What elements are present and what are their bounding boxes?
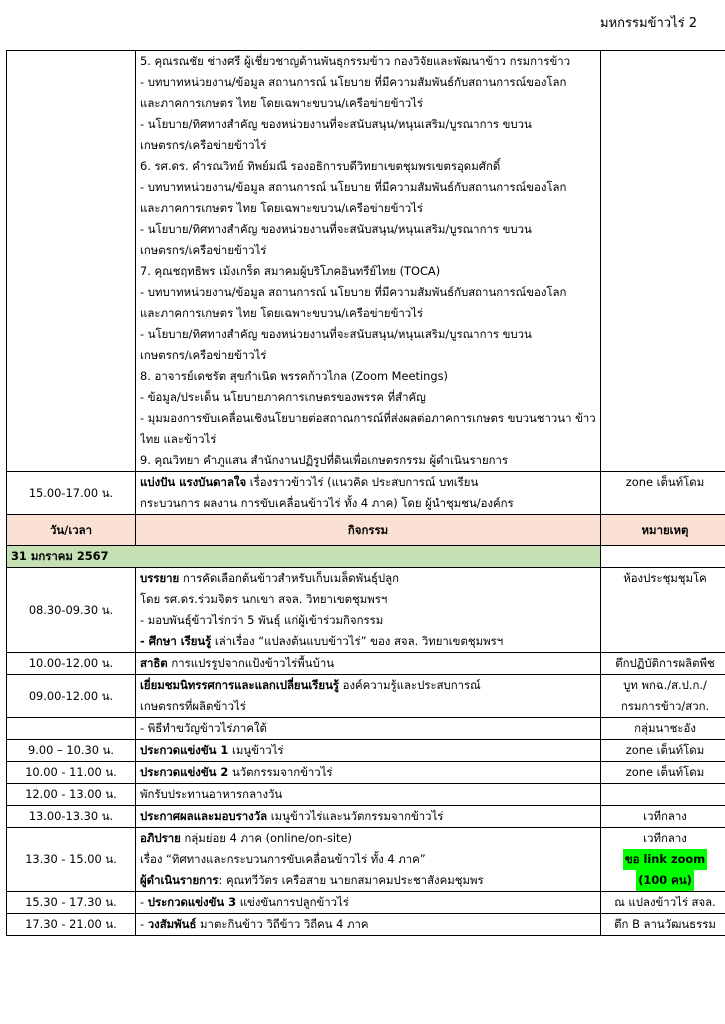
speaker-line: ไทย และข้าวไร่ (140, 432, 217, 446)
activity-cell (136, 472, 601, 515)
note-text: เวทีกลาง (643, 831, 687, 845)
note-cell (601, 51, 725, 472)
time-cell: 10.00-12.00 น. (7, 653, 136, 675)
activity-text: เรื่องราวข้าวไร่ (แนวคิด ประสบการณ์ บทเรียน (249, 475, 479, 489)
note-cell: zone เต็นท์โดม (601, 740, 725, 762)
speaker-line: - บทบาทหน่วยงาน/ข้อมูล สถานการณ์ นโยบาย ที่มีความสัมพันธ์กับสถานการณ์ของโลก (140, 180, 567, 194)
speaker-line: - บทบาทหน่วยงาน/ข้อมูล สถานการณ์ นโยบาย ที่มีความสัมพันธ์กับสถานการณ์ของโลก (140, 75, 567, 89)
table-row (7, 718, 725, 740)
column-header: หมายเหตุ (601, 515, 725, 546)
date-cell: 31 มกราคม 2567 (7, 546, 601, 568)
speaker-line: - มุมมองการขับเคลื่อนเชิงนโยบายต่อสถาณการณ์ที่ส่งผลต่อภาคการเกษตร ขบวนชาวนา ข้าว (140, 411, 596, 425)
time-cell: 08.30-09.30 น. (7, 568, 136, 653)
schedule-table (6, 50, 725, 936)
activity-text: : คุณทวีวัตร เครือสาย นายกสมาคมประชาสังคมชุมพร (218, 873, 484, 887)
time-cell: 15.30 - 17.30 น. (7, 892, 136, 914)
activity-text: โดย รศ.ดร.ร่วมจิตร นกเขา สจล. วิทยาเขตชุมพรฯ (140, 592, 388, 606)
activity-cell (136, 828, 601, 892)
note-cell (601, 675, 725, 718)
speaker-line: 6. รศ.ดร. คำรณวิทย์ ทิพย์มณี รองอธิการบดีวิทยาเขตชุมพรเขตรอุดมศักดิ์ (140, 159, 501, 173)
table-row (7, 740, 725, 762)
time-cell: 17.30 - 21.00 น. (7, 914, 136, 936)
activity-title: สาธิต (140, 656, 168, 670)
table-row (7, 472, 725, 515)
activity-text: การแปรรูปจากแป้งข้าวไร่พื้นบ้าน (171, 656, 335, 670)
time-cell: 13.00-13.30 น. (7, 806, 136, 828)
speaker-line: 9. คุณวิทยา คำภูแสน สำนักงานปฏิรูปที่ดินเพื่อเกษตรกรรม ผู้ดำเนินรายการ (140, 453, 509, 467)
activity-text: แข่งขันการปลูกข้าวไร่ (239, 895, 349, 909)
activity-cell: พักรับประทานอาหารกลางวัน (136, 784, 601, 806)
table-row (7, 51, 725, 472)
activity-cell (136, 762, 601, 784)
speaker-line: และภาคการเกษตร ไทย โดยเฉพาะขบวน/เครือข่ายข้าวไร่ (140, 96, 423, 110)
note-cell: ห้องประชุมชุมโค (601, 568, 725, 653)
time-cell (7, 51, 136, 472)
activity-text: เรื่อง “ทิศทางและกระบวนการขับเคลื่อนข้าวไร่ ทั้ง 4 ภาค” (140, 852, 426, 866)
note-text: บูท พกฉ./ส.ป.ก./ (623, 678, 707, 692)
note-cell (601, 828, 725, 892)
activity-text: กระบวนการ ผลงาน การขับเคลื่อนข้าวไร่ ทั้ง 4 ภาค) โดย ผู้นำชุมชน/องค์กร (140, 496, 514, 510)
bullet-prefix: - (140, 895, 145, 909)
speaker-line: - ข้อมูล/ประเด็น นโยบายภาคการเกษตรของพรรค ที่สำคัญ (140, 390, 426, 404)
page-header: มหกรรมข้าวไร่ 2 (600, 16, 697, 31)
table-row (7, 568, 725, 653)
note-cell (601, 784, 725, 806)
speaker-line: - นโยบาย/ทิศทางสำคัญ ของหน่วยงานที่จะสนับสนุน/หนุนเสริม/บูรณาการ ขบวน (140, 222, 532, 236)
note-cell: ตึก B ลานวัฒนธรรม (601, 914, 725, 936)
activity-text: องค์ความรู้และประสบการณ์ (342, 678, 481, 692)
time-cell: 10.00 - 11.00 น. (7, 762, 136, 784)
activity-text: เมนูข้าวไร่ (231, 743, 284, 757)
activity-title: วงสัมพันธ์ (147, 917, 197, 931)
note-cell (601, 546, 725, 568)
speaker-line: - บทบาทหน่วยงาน/ข้อมูล สถานการณ์ นโยบาย ที่มีความสัมพันธ์กับสถานการณ์ของโลก (140, 285, 567, 299)
time-cell: 13.30 - 15.00 น. (7, 828, 136, 892)
note-cell: ณ แปลงข้าวไร่ สจล. (601, 892, 725, 914)
activity-text: มาตะกินข้าว วิถีข้าว วิถีคน 4 ภาค (200, 917, 369, 931)
note-cell: zone เต็นท์โดม (601, 472, 725, 515)
time-cell: 9.00 – 10.30 น. (7, 740, 136, 762)
moderator-label: ผู้ดำเนินรายการ (140, 873, 219, 887)
speaker-line: เกษตรกร/เครือข่ายข้าวไร่ (140, 243, 267, 257)
table-row (7, 762, 725, 784)
activity-text: - มอบพันธุ์ข้าวไร่กว่า 5 พันธุ์ แก่ผู้เข้าร่วมกิจกรรม (140, 613, 384, 627)
activity-text: เกษตรกรที่ผลิตข้าวไร่ (140, 699, 246, 713)
time-cell: 15.00-17.00 น. (7, 472, 136, 515)
column-header: กิจกรรม (136, 515, 601, 546)
table-row (7, 892, 725, 914)
activity-text: เล่าเรื่อง “แปลงต้นแบบข้าวไร่” ของ สจล. วิทยาเขตชุมพรฯ (214, 634, 504, 648)
activity-cell (136, 675, 601, 718)
table-row (7, 806, 725, 828)
activity-cell (136, 568, 601, 653)
zoom-link-highlight: ขอ link zoom (623, 849, 707, 870)
table-row (7, 784, 725, 806)
note-text: กรมการข้าว/สวก. (620, 699, 710, 713)
table-header-row (7, 515, 725, 546)
column-header: วัน/เวลา (7, 515, 136, 546)
table-row (7, 914, 725, 936)
time-cell: 09.00-12.00 น. (7, 675, 136, 718)
activity-cell (136, 51, 601, 472)
activity-title: ประกวดแข่งขัน 2 (140, 765, 229, 779)
note-cell: กลุ่มนาชะอัง (601, 718, 725, 740)
note-cell: เวทีกลาง (601, 806, 725, 828)
time-cell: 12.00 - 13.00 น. (7, 784, 136, 806)
time-cell (7, 718, 136, 740)
date-row (7, 546, 725, 568)
table-row (7, 828, 725, 892)
note-cell: zone เต็นท์โดม (601, 762, 725, 784)
activity-text: นวัตกรรมจากข้าวไร่ (231, 765, 333, 779)
activity-title: แบ่งปัน แรงบันดาลใจ (140, 475, 247, 489)
speaker-line: เกษตรกร/เครือข่ายข้าวไร่ (140, 138, 267, 152)
bullet-prefix: - (140, 917, 145, 931)
activity-cell (136, 740, 601, 762)
activity-title: บรรยาย (140, 571, 180, 585)
activity-cell (136, 806, 601, 828)
note-cell: ตึกปฏิบัติการผลิตพืช (601, 653, 725, 675)
activity-text: เมนูข้าวไร่และนวัตกรรมจากข้าวไร่ (270, 809, 444, 823)
activity-cell (136, 892, 601, 914)
activity-text: การคัดเลือกต้นข้าวสำหรับเก็บเมล็ดพันธุ์ปลูก (182, 571, 400, 585)
speaker-line: และภาคการเกษตร ไทย โดยเฉพาะขบวน/เครือข่ายข้าวไร่ (140, 201, 423, 215)
speaker-line: 7. คุณชฤทธิพร เม้งเกร็ด สมาคมผู้บริโภคอินทรีย์ไทย (TOCA) (140, 264, 441, 278)
activity-title: ประกาศผลและมอบรางวัล (140, 809, 268, 823)
activity-title: เยี่ยมชมนิทรรศการและแลกเปลี่ยนเรียนรู้ (140, 678, 339, 692)
activity-title: ประกวดแข่งขัน 1 (140, 743, 229, 757)
speaker-line: - นโยบาย/ทิศทางสำคัญ ของหน่วยงานที่จะสนับสนุน/หนุนเสริม/บูรณาการ ขบวน (140, 327, 532, 341)
activity-title: ประกวดแข่งขัน 3 (147, 895, 237, 909)
activity-cell (136, 653, 601, 675)
speaker-line: - นโยบาย/ทิศทางสำคัญ ของหน่วยงานที่จะสนับสนุน/หนุนเสริม/บูรณาการ ขบวน (140, 117, 532, 131)
speaker-line: และภาคการเกษตร ไทย โดยเฉพาะขบวน/เครือข่ายข้าวไร่ (140, 306, 423, 320)
activity-cell: - พิธีทำขวัญข้าวไร่ภาคใต้ (136, 718, 601, 740)
activity-title: - ศึกษา เรียนรู้ (140, 634, 212, 648)
speaker-line: 5. คุณรณชัย ช่างศรี ผู้เชี่ยวชาญด้านพันธุกรรมข้าว กองวิจัยและพัฒนาข้าว กรมการข้าว (140, 54, 571, 68)
speaker-line: 8. อาจารย์เดชรัต สุขกำเนิด พรรคก้าวไกล (Zoom Meetings) (140, 369, 448, 383)
activity-cell (136, 914, 601, 936)
activity-title: อภิปราย (140, 831, 181, 845)
activity-text: กลุ่มย่อย 4 ภาค (online/on-site) (184, 831, 352, 845)
speaker-line: เกษตรกร/เครือข่ายข้าวไร่ (140, 348, 267, 362)
table-row (7, 675, 725, 718)
table-row (7, 653, 725, 675)
zoom-capacity-highlight: (100 คน) (636, 870, 694, 891)
